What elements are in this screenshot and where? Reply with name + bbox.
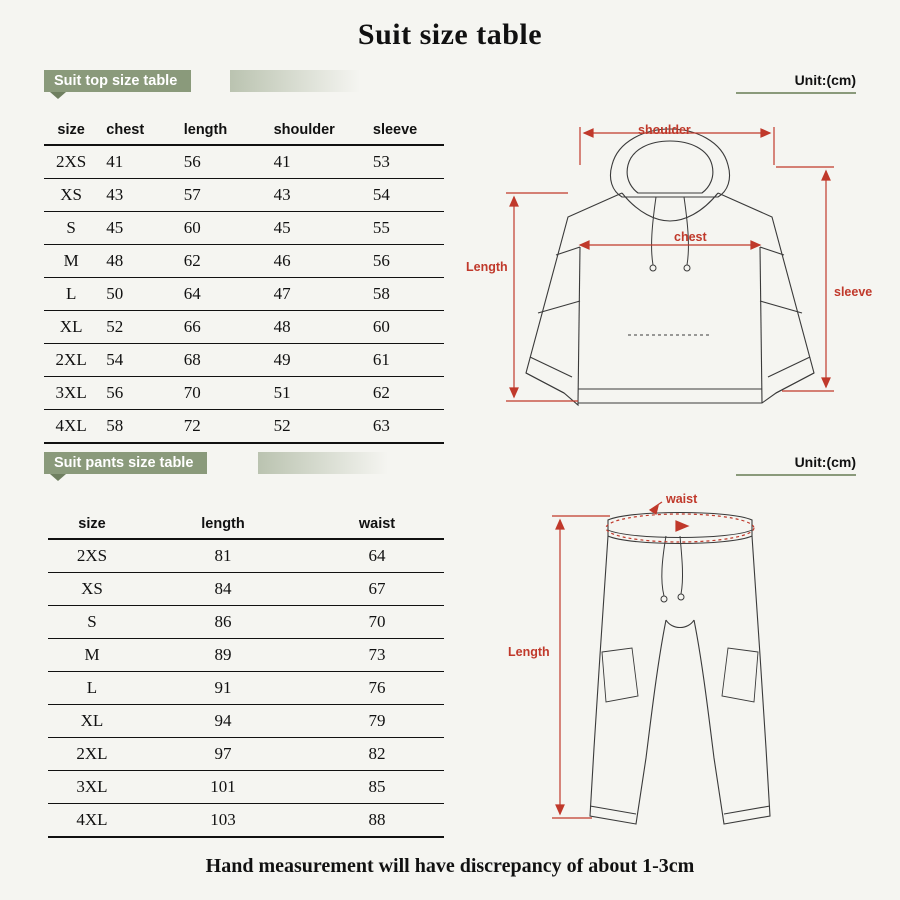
table-header-row xyxy=(44,118,444,145)
label-length: Length xyxy=(466,260,508,274)
cell-length: 86 xyxy=(136,606,310,639)
cell-sleeve: 62 xyxy=(361,377,444,410)
cell-waist: 88 xyxy=(310,804,444,838)
column-header-sleeve: sleeve xyxy=(361,118,444,145)
table-row xyxy=(48,771,444,804)
cell-waist: 76 xyxy=(310,672,444,705)
cell-sleeve: 63 xyxy=(361,410,444,444)
cell-size: XL xyxy=(44,311,98,344)
table-row xyxy=(48,804,444,838)
cell-size: 3XL xyxy=(48,771,136,804)
table-row xyxy=(44,311,444,344)
unit-underline-pants xyxy=(736,474,856,476)
cell-chest: 43 xyxy=(98,179,175,212)
section-header-top: Suit top size table xyxy=(44,70,191,92)
column-header-waist: waist xyxy=(310,512,444,539)
unit-label-top: Unit:(cm) xyxy=(794,72,856,88)
cell-chest: 50 xyxy=(98,278,175,311)
cell-shoulder: 51 xyxy=(264,377,361,410)
label-sleeve: sleeve xyxy=(834,285,873,299)
cell-size: M xyxy=(44,245,98,278)
cell-length: 81 xyxy=(136,539,310,573)
cell-length: 94 xyxy=(136,705,310,738)
cell-length: 84 xyxy=(136,573,310,606)
cell-size: 2XS xyxy=(44,145,98,179)
cell-length: 89 xyxy=(136,639,310,672)
cell-shoulder: 43 xyxy=(264,179,361,212)
page-title: Suit size table xyxy=(357,18,543,51)
table-row xyxy=(44,278,444,311)
cell-size: 2XL xyxy=(44,344,98,377)
cell-length: 101 xyxy=(136,771,310,804)
column-header-chest: chest xyxy=(98,118,175,145)
cell-shoulder: 41 xyxy=(264,145,361,179)
cell-size: 3XL xyxy=(44,377,98,410)
cell-sleeve: 61 xyxy=(361,344,444,377)
cell-length: 64 xyxy=(176,278,264,311)
cell-sleeve: 54 xyxy=(361,179,444,212)
cell-chest: 52 xyxy=(98,311,175,344)
cell-shoulder: 47 xyxy=(264,278,361,311)
cell-sleeve: 58 xyxy=(361,278,444,311)
column-header-length: length xyxy=(136,512,310,539)
label-waist: waist xyxy=(666,492,698,506)
table-row xyxy=(48,606,444,639)
table-row xyxy=(44,344,444,377)
table-row xyxy=(48,738,444,771)
cell-chest: 48 xyxy=(98,245,175,278)
cell-size: 2XL xyxy=(48,738,136,771)
pants-illustration xyxy=(480,480,880,850)
cell-waist: 70 xyxy=(310,606,444,639)
table-row xyxy=(48,573,444,606)
footer-note: Hand measurement will have discrepancy of about 1-3cm xyxy=(205,855,695,877)
unit-label-pants: Unit:(cm) xyxy=(794,454,856,470)
cell-waist: 67 xyxy=(310,573,444,606)
pants-size-table xyxy=(48,512,444,838)
table-row xyxy=(44,145,444,179)
label-shoulder: shoulder xyxy=(638,123,691,137)
table-row xyxy=(44,179,444,212)
table-row xyxy=(44,377,444,410)
cell-waist: 64 xyxy=(310,539,444,573)
table-row xyxy=(44,245,444,278)
cell-chest: 45 xyxy=(98,212,175,245)
cell-length: 56 xyxy=(176,145,264,179)
section-header-pants: Suit pants size table xyxy=(44,452,207,474)
top-size-table xyxy=(44,118,444,444)
cell-size: 2XS xyxy=(48,539,136,573)
cell-length: 72 xyxy=(176,410,264,444)
column-header-size: size xyxy=(44,118,98,145)
cell-size: L xyxy=(44,278,98,311)
cell-size: XS xyxy=(48,573,136,606)
cell-sleeve: 55 xyxy=(361,212,444,245)
cell-sleeve: 53 xyxy=(361,145,444,179)
cell-length: 97 xyxy=(136,738,310,771)
unit-underline-top xyxy=(736,92,856,94)
cell-size: M xyxy=(48,639,136,672)
cell-length: 103 xyxy=(136,804,310,838)
cell-chest: 41 xyxy=(98,145,175,179)
cell-size: S xyxy=(48,606,136,639)
hoodie-illustration xyxy=(460,105,880,425)
table-row xyxy=(48,705,444,738)
cell-size: 4XL xyxy=(48,804,136,838)
table-row xyxy=(44,410,444,444)
cell-length: 62 xyxy=(176,245,264,278)
table-row xyxy=(44,212,444,245)
cell-chest: 56 xyxy=(98,377,175,410)
cell-size: 4XL xyxy=(44,410,98,444)
cell-waist: 73 xyxy=(310,639,444,672)
cell-chest: 54 xyxy=(98,344,175,377)
cell-length: 60 xyxy=(176,212,264,245)
column-header-size: size xyxy=(48,512,136,539)
label-length: Length xyxy=(508,645,550,659)
cell-size: XL xyxy=(48,705,136,738)
cell-length: 68 xyxy=(176,344,264,377)
cell-shoulder: 49 xyxy=(264,344,361,377)
cell-sleeve: 60 xyxy=(361,311,444,344)
cell-size: XS xyxy=(44,179,98,212)
column-header-length: length xyxy=(176,118,264,145)
cell-chest: 58 xyxy=(98,410,175,444)
cell-shoulder: 48 xyxy=(264,311,361,344)
pants-diagram xyxy=(480,480,880,850)
table-row xyxy=(48,639,444,672)
cell-length: 70 xyxy=(176,377,264,410)
cell-sleeve: 56 xyxy=(361,245,444,278)
table-row xyxy=(48,672,444,705)
section-header-pants-fade xyxy=(258,452,388,474)
cell-size: L xyxy=(48,672,136,705)
cell-waist: 82 xyxy=(310,738,444,771)
column-header-shoulder: shoulder xyxy=(264,118,361,145)
cell-waist: 85 xyxy=(310,771,444,804)
cell-waist: 79 xyxy=(310,705,444,738)
cell-shoulder: 46 xyxy=(264,245,361,278)
cell-size: S xyxy=(44,212,98,245)
section-header-top-fade xyxy=(230,70,360,92)
table-row xyxy=(48,539,444,573)
cell-length: 57 xyxy=(176,179,264,212)
hoodie-diagram xyxy=(460,105,880,425)
cell-shoulder: 45 xyxy=(264,212,361,245)
table-header-row xyxy=(48,512,444,539)
label-chest: chest xyxy=(674,230,707,244)
cell-length: 66 xyxy=(176,311,264,344)
cell-length: 91 xyxy=(136,672,310,705)
cell-shoulder: 52 xyxy=(264,410,361,444)
